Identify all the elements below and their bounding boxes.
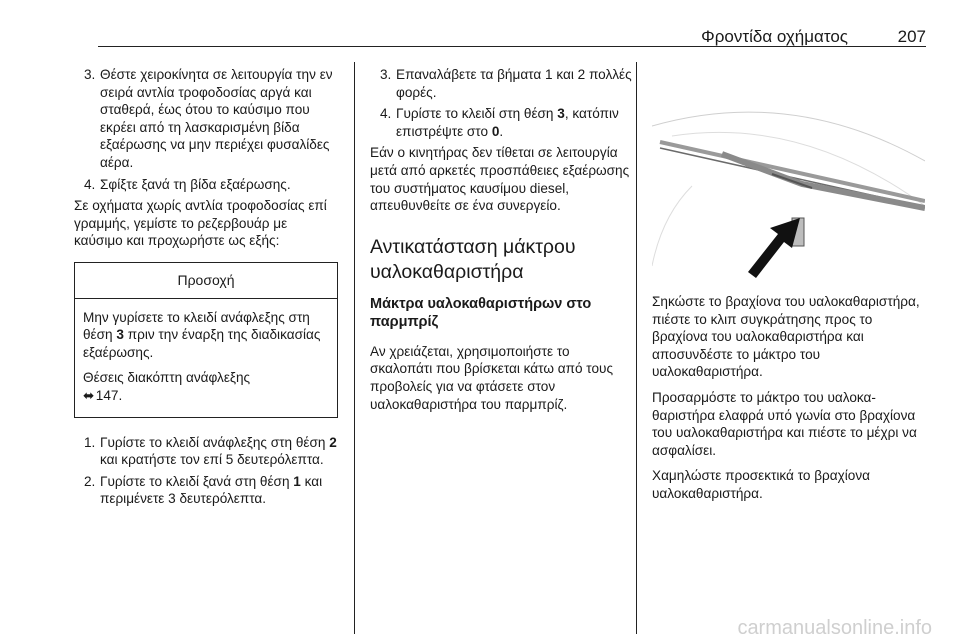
- intro-paragraph: Σε οχήματα χωρίς αντλία τροφοδοσίας επί γραμμής, γεμίστε το ρεζερβουάρ με καύσιμο και προχωρήστε ως εξής:: [74, 198, 327, 249]
- caution-reference[interactable]: Θέσεις διακόπτη ανάφλεξης ⬌ 147.: [83, 370, 251, 403]
- page-ref-arrow-icon: ⬌: [83, 387, 95, 403]
- step-item: 3. Θέστε χειροκίνητα σε λειτουργία την εν σειρά αντλία τροφοδοσίας αργά και σταθερά, έως ότου το καύσιμο που εκρέει από τη λασκαρισμένη βίδα εξαέρωσης να μην περιέχει φυσαλίδες αέρα.: [84, 67, 333, 170]
- column-divider-2: [636, 62, 637, 634]
- page-header: [98, 0, 926, 46]
- step-item: 4. Σφίξτε ξανά τη βίδα εξαέρωσης.: [84, 176, 291, 192]
- step-item: 4. Γυρίστε το κλειδί στη θέση 3, κατόπιν επιστρέψτε στο 0.: [380, 106, 619, 139]
- subsection-heading: Μάκτρα υαλοκαθαριστήρων στο παρμπρίζ: [370, 295, 592, 330]
- step-item: 3. Επαναλάβετε τα βήματα 1 και 2 πολλές φορές.: [380, 67, 632, 100]
- section-heading: Αντικατάσταση μάκτρου υαλοκαθαριστήρα: [370, 235, 576, 283]
- header-title: Φροντίδα οχήματος: [701, 27, 848, 46]
- page-number: 207: [897, 27, 926, 46]
- header-rule: [98, 46, 926, 47]
- body-paragraph: Αν χρειάζεται, χρησιμοποιήστε το σκαλοπάτι που βρίσκεται κάτω από τους προβολείς για να φτάσετε στον υαλοκαθαριστήρα του παρμπρίζ.: [370, 343, 614, 412]
- left-column: [74, 66, 338, 508]
- middle-column: [370, 66, 632, 413]
- body-paragraph: Προσαρμόστε το μάκτρο του υαλοκαθαριστήρα ελαφρά υπό γωνία στο βραχίονα του υαλοκαθαριστήρα και πιέστε το μέχρι να ασφαλίσει.: [652, 389, 917, 458]
- body-paragraph: Σηκώστε το βραχίονα του υαλοκαθαριστήρα, πιέστε το κλιπ συγκράτησης προς το βραχίονα του υαλοκαθαριστήρα και αποσυνδέστε το μάκτρο του υαλοκαθαριστήρα.: [652, 294, 920, 380]
- right-column: [652, 293, 928, 503]
- note-paragraph: Εάν ο κινητήρας δεν τίθεται σε λειτουργία μετά από αρκετές προσπάθειες εξαέρωσης του συστήματος καυσίμου diesel, απευθυνθείτε σε ένα συνεργείο.: [370, 145, 630, 214]
- caution-text: Μην γυρίσετε το κλειδί ανάφλεξης στη θέση 3 πριν την έναρξη της διαδικασίας εξαέρωσης.: [83, 309, 321, 360]
- step-item: 2. Γυρίστε το κλειδί ξανά στη θέση 1 και περιμένετε 3 δευτερόλεπτα.: [84, 473, 323, 507]
- watermark: carmanualsonline.info: [737, 617, 932, 640]
- caution-heading: Προσοχή: [75, 263, 337, 299]
- caution-body: [75, 299, 337, 417]
- caution-box: [74, 262, 338, 418]
- body-paragraph: Χαμηλώστε προσεκτικά το βραχίονα υαλοκαθαριστήρα.: [652, 468, 870, 501]
- wiper-arm-illustration: [652, 66, 925, 279]
- column-divider-1: [354, 62, 355, 634]
- step-item: 1. Γυρίστε το κλειδί ανάφλεξης στη θέση 2 και κρατήστε τον επί 5 δευτερόλεπτα.: [84, 434, 337, 468]
